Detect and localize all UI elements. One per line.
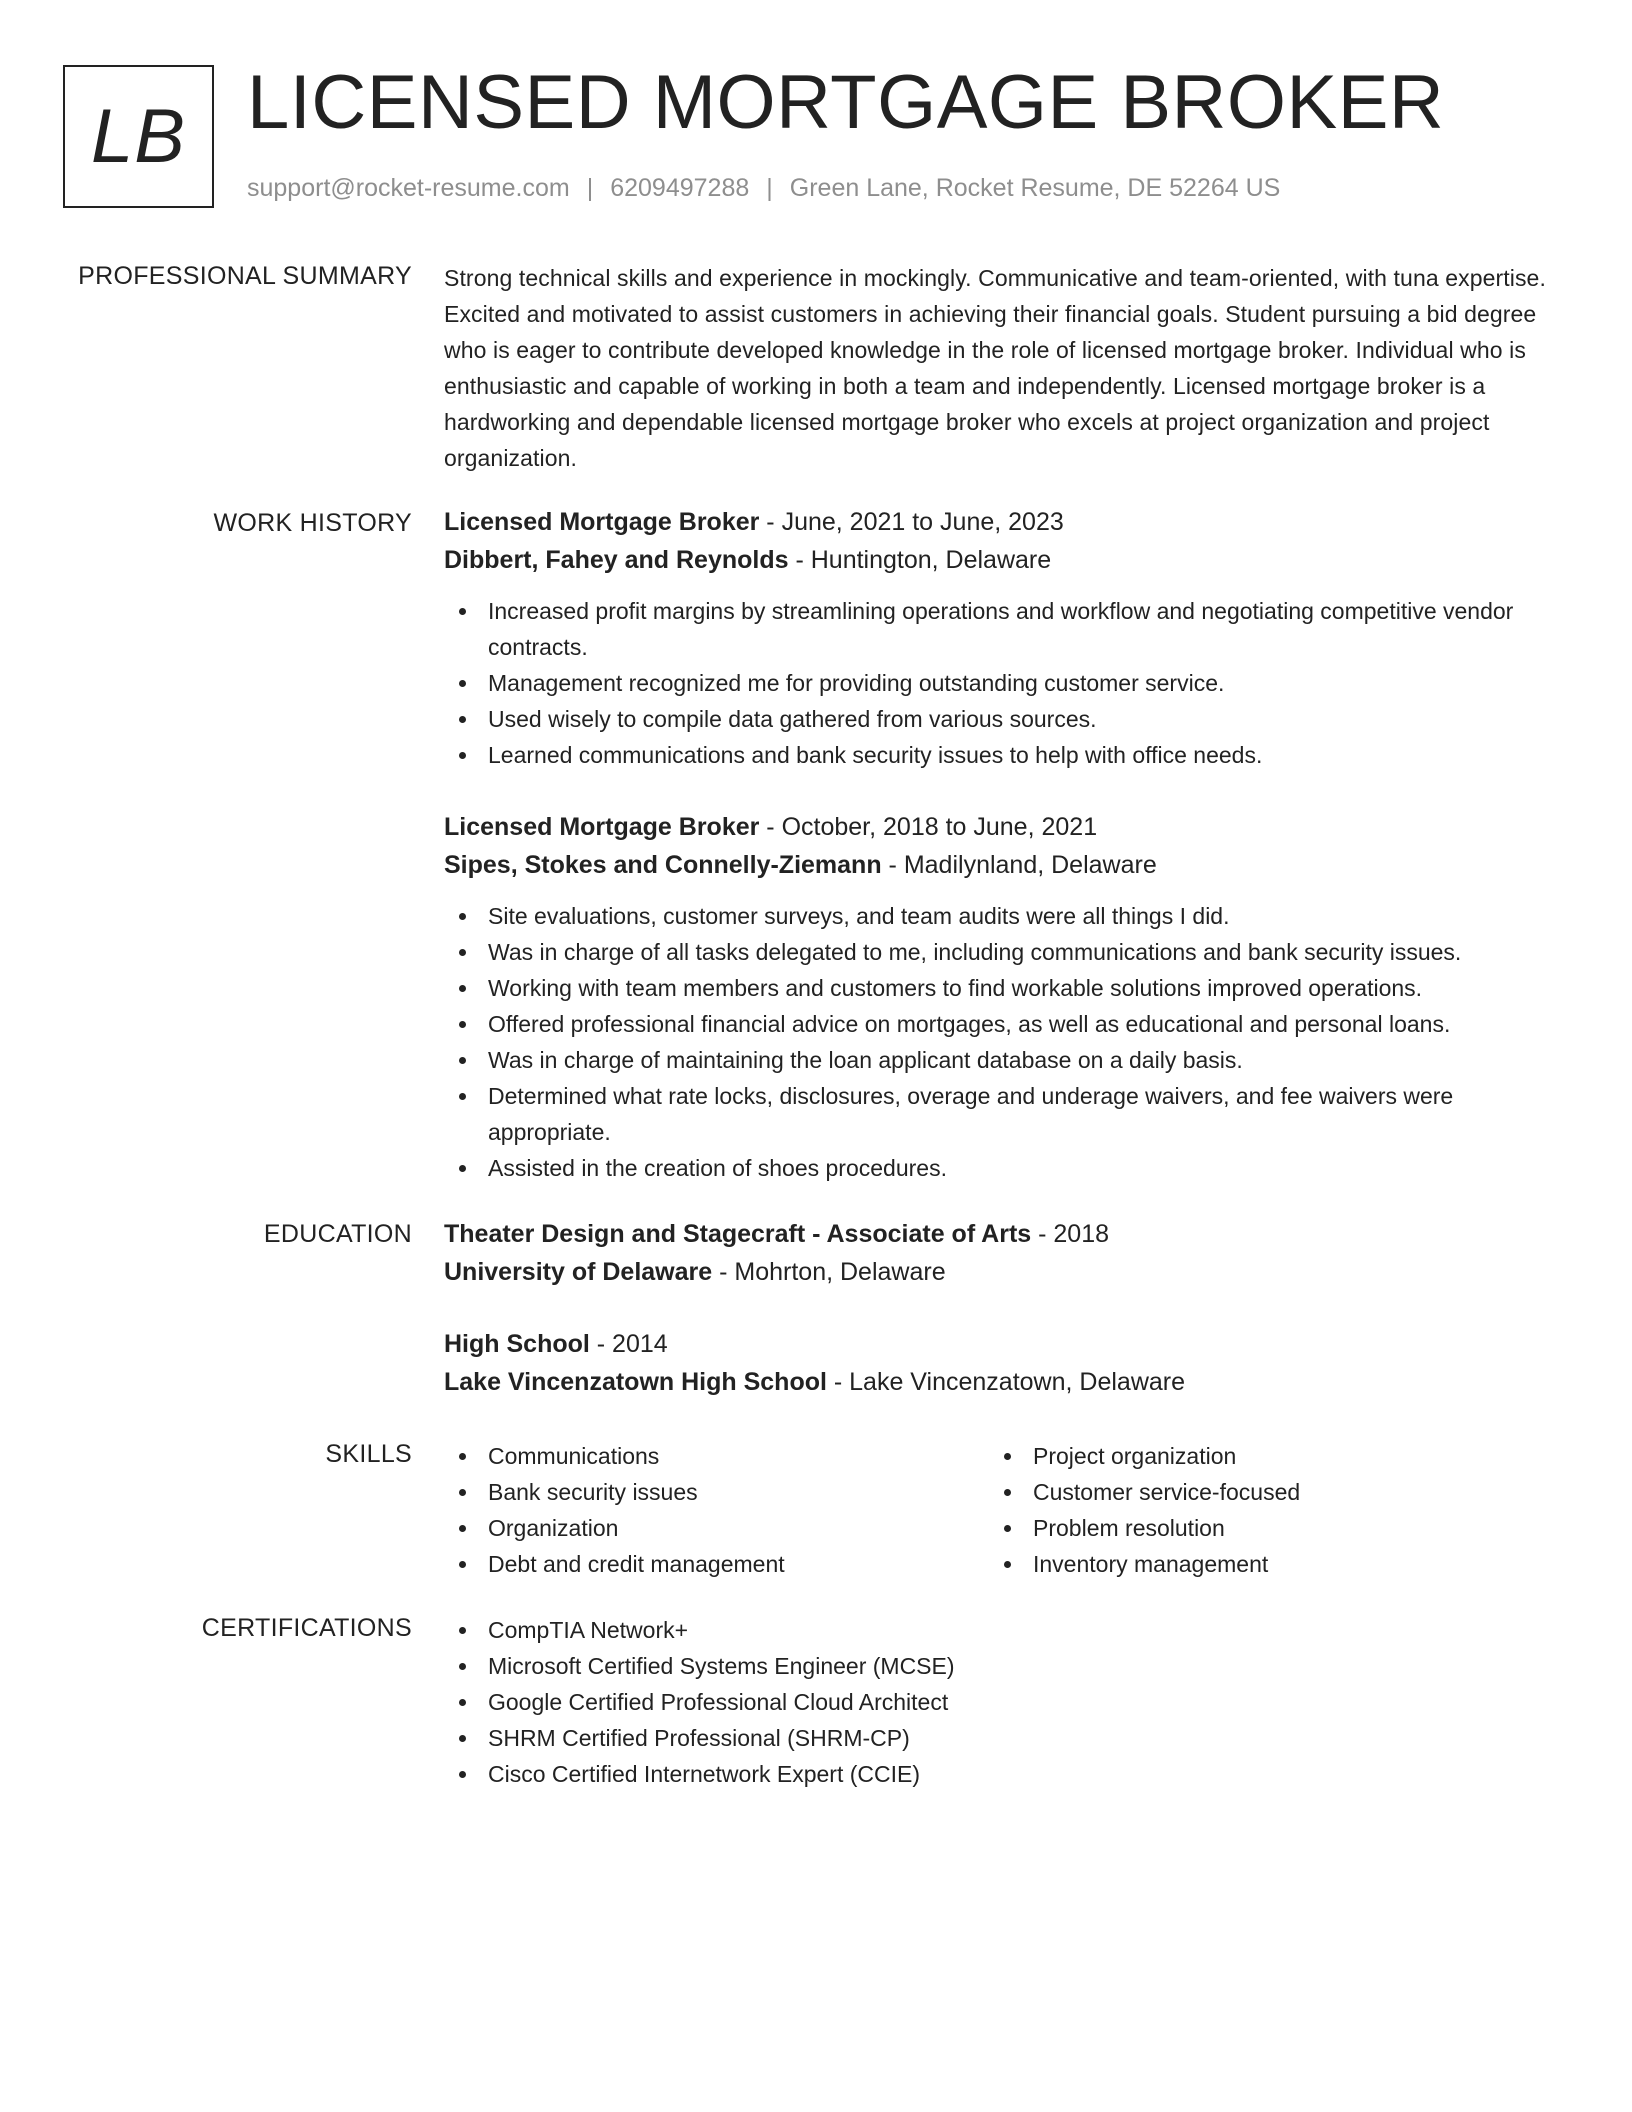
education-degree: High School xyxy=(444,1330,590,1358)
contact-phone[interactable]: 6209497288 xyxy=(610,174,750,202)
education-entry xyxy=(444,1325,1564,1401)
certification-item: Cisco Certified Internetwork Expert (CCIE) xyxy=(444,1756,1564,1792)
education-school: Lake Vincenzatown High School xyxy=(444,1368,827,1396)
skills-list xyxy=(989,1438,1534,1582)
contact-separator: | xyxy=(766,174,773,202)
job-bullet: Used wisely to compile data gathered from various sources. xyxy=(444,701,1564,737)
contact-email[interactable]: support@rocket-resume.com xyxy=(247,174,570,202)
section-label-education: EDUCATION xyxy=(263,1220,412,1248)
skill-item: Debt and credit management xyxy=(444,1546,989,1582)
job-company: Dibbert, Fahey and Reynolds xyxy=(444,546,789,574)
job-bullet: Working with team members and customers to find workable solutions improved operations. xyxy=(444,970,1564,1006)
skill-item: Problem resolution xyxy=(989,1510,1534,1546)
resume-title: LICENSED MORTGAGE BROKER xyxy=(247,60,1445,145)
contact-separator: | xyxy=(586,174,594,202)
education-location: - Mohrton, Delaware xyxy=(712,1258,946,1286)
job-location: - Madilynland, Delaware xyxy=(881,851,1157,879)
education-entry xyxy=(444,1215,1564,1291)
job-bullet: Learned communications and bank security issues to help with office needs. xyxy=(444,737,1564,773)
job-company-line xyxy=(444,541,1564,579)
job-bullet: Offered professional financial advice on mortgages, as well as educational and personal loans. xyxy=(444,1006,1564,1042)
certifications-body xyxy=(444,1612,1564,1792)
certification-item: CompTIA Network+ xyxy=(444,1612,1564,1648)
job-bullet: Was in charge of all tasks delegated to me, including communications and bank security issues. xyxy=(444,934,1564,970)
work-history-body xyxy=(444,503,1564,1186)
job-bullets xyxy=(444,898,1564,1186)
job-dates: - June, 2021 to June, 2023 xyxy=(759,508,1064,536)
skills-list xyxy=(444,1438,989,1582)
job-title: Licensed Mortgage Broker xyxy=(444,508,760,536)
skills-column-left xyxy=(444,1438,989,1582)
job-title-line xyxy=(444,808,1564,846)
skill-item: Customer service-focused xyxy=(989,1474,1534,1510)
contact-address: Green Lane, Rocket Resume, DE 52264 US xyxy=(789,174,1281,202)
job-bullet: Management recognized me for providing outstanding customer service. xyxy=(444,665,1564,701)
education-year: - 2018 xyxy=(1031,1220,1110,1248)
job-bullet: Site evaluations, customer surveys, and team audits were all things I did. xyxy=(444,898,1564,934)
certification-item: SHRM Certified Professional (SHRM-CP) xyxy=(444,1720,1564,1756)
job-company: Sipes, Stokes and Connelly-Ziemann xyxy=(444,851,882,879)
skill-item: Bank security issues xyxy=(444,1474,989,1510)
section-label-certifications: CERTIFICATIONS xyxy=(201,1614,412,1642)
job-title-line xyxy=(444,503,1564,541)
skill-item: Inventory management xyxy=(989,1546,1534,1582)
certifications-list xyxy=(444,1612,1564,1792)
monogram-logo: LB xyxy=(63,65,214,208)
section-label-summary: PROFESSIONAL SUMMARY xyxy=(78,262,412,290)
skill-item: Project organization xyxy=(989,1438,1534,1474)
job-bullet: Increased profit margins by streamlining operations and workflow and negotiating competitive vendor contracts. xyxy=(444,593,1564,665)
job-bullet: Assisted in the creation of shoes procedures. xyxy=(444,1150,1564,1186)
job-location: - Huntington, Delaware xyxy=(788,546,1052,574)
education-degree-line xyxy=(444,1215,1564,1253)
education-school-line xyxy=(444,1363,1564,1401)
skills-grid xyxy=(444,1438,1564,1582)
summary-text: Strong technical skills and experience in mockingly. Communicative and team-oriented, with tuna expertise. Excited and motivated to assist customers in achieving their financial goals. Student pursuing a bid degree who is eager to contribute developed knowledge in the role of licensed mortgage broker. Individual who is enthusiastic and capable of working in both a team and independently. Licensed mortgage broker is a hardworking and dependable licensed mortgage broker who excels at project organization and project organization. xyxy=(444,265,1546,471)
job-entry xyxy=(444,808,1564,1186)
education-body xyxy=(444,1215,1564,1401)
education-location: - Lake Vincenzatown, Delaware xyxy=(826,1368,1186,1396)
education-degree: Theater Design and Stagecraft - Associate of Arts xyxy=(444,1220,1032,1248)
job-bullets xyxy=(444,593,1564,773)
job-entry xyxy=(444,503,1564,773)
job-dates: - October, 2018 to June, 2021 xyxy=(759,813,1098,841)
education-school: University of Delaware xyxy=(444,1258,713,1286)
certification-item: Microsoft Certified Systems Engineer (MCSE) xyxy=(444,1648,1564,1684)
contact-line xyxy=(247,172,1280,204)
job-bullet: Determined what rate locks, disclosures, overage and underage waivers, and fee waivers were appropriate. xyxy=(444,1078,1564,1150)
job-title: Licensed Mortgage Broker xyxy=(444,813,760,841)
section-label-work-history: WORK HISTORY xyxy=(213,509,412,537)
section-label-skills: SKILLS xyxy=(325,1440,412,1468)
education-year: - 2014 xyxy=(589,1330,668,1358)
certification-item: Google Certified Professional Cloud Architect xyxy=(444,1684,1564,1720)
job-bullet: Was in charge of maintaining the loan applicant database on a daily basis. xyxy=(444,1042,1564,1078)
skill-item: Communications xyxy=(444,1438,989,1474)
skills-body xyxy=(444,1438,1564,1582)
education-school-line xyxy=(444,1253,1564,1291)
education-degree-line xyxy=(444,1325,1564,1363)
job-company-line xyxy=(444,846,1564,884)
skills-column-right xyxy=(989,1438,1534,1582)
skill-item: Organization xyxy=(444,1510,989,1546)
